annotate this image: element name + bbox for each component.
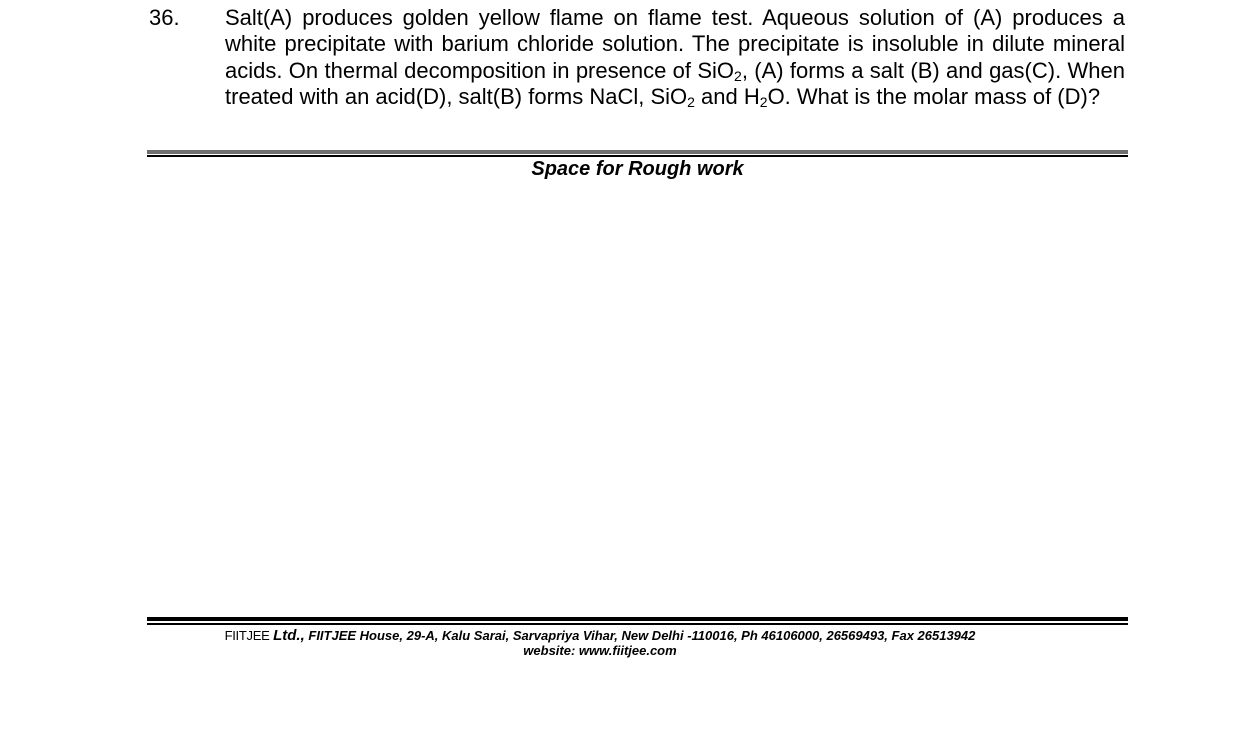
question-text <box>225 5 1125 110</box>
footer-address: FIITJEE House, 29-A, Kalu Sarai, Sarvapriya Vihar, New Delhi -110016, Ph 46106000, 26569493, Fax 26513942 <box>308 628 976 643</box>
question-text-part: and H <box>694 83 760 109</box>
rough-work-area <box>147 190 1128 610</box>
footer-address-line <box>147 628 1053 643</box>
subscript: 2 <box>759 93 768 110</box>
footer-website: website: www.fiitjee.com <box>523 643 677 658</box>
bottom-divider-thin <box>147 623 1128 625</box>
subscript: 2 <box>687 93 695 110</box>
question-number: 36. <box>149 5 180 30</box>
top-divider <box>147 150 1128 157</box>
top-divider-thin <box>147 155 1128 157</box>
bottom-divider <box>147 617 1128 625</box>
footer <box>147 628 1053 658</box>
question-text-part: O. What is the molar mass of (D)? <box>767 83 1101 109</box>
footer-brand: FIITJEE <box>224 628 270 643</box>
rough-work-title: Space for Rough work <box>531 158 744 180</box>
footer-ltd: Ltd., <box>273 627 305 644</box>
question-text-part: , (A) forms a salt (B) and gas(C). When treated with an acid(D), salt(B) forms NaCl, SiO <box>225 57 1125 109</box>
question-text-part: Salt(A) produces golden yellow flame on flame test. Aqueous solution of (A) produces a white precipitate with barium chloride solution. The precipitate is insoluble in dilute mineral acids. On thermal decomposition in presence of SiO <box>225 5 1125 83</box>
top-divider-thick <box>147 150 1128 154</box>
bottom-divider-thick <box>147 617 1128 621</box>
subscript: 2 <box>734 67 742 84</box>
